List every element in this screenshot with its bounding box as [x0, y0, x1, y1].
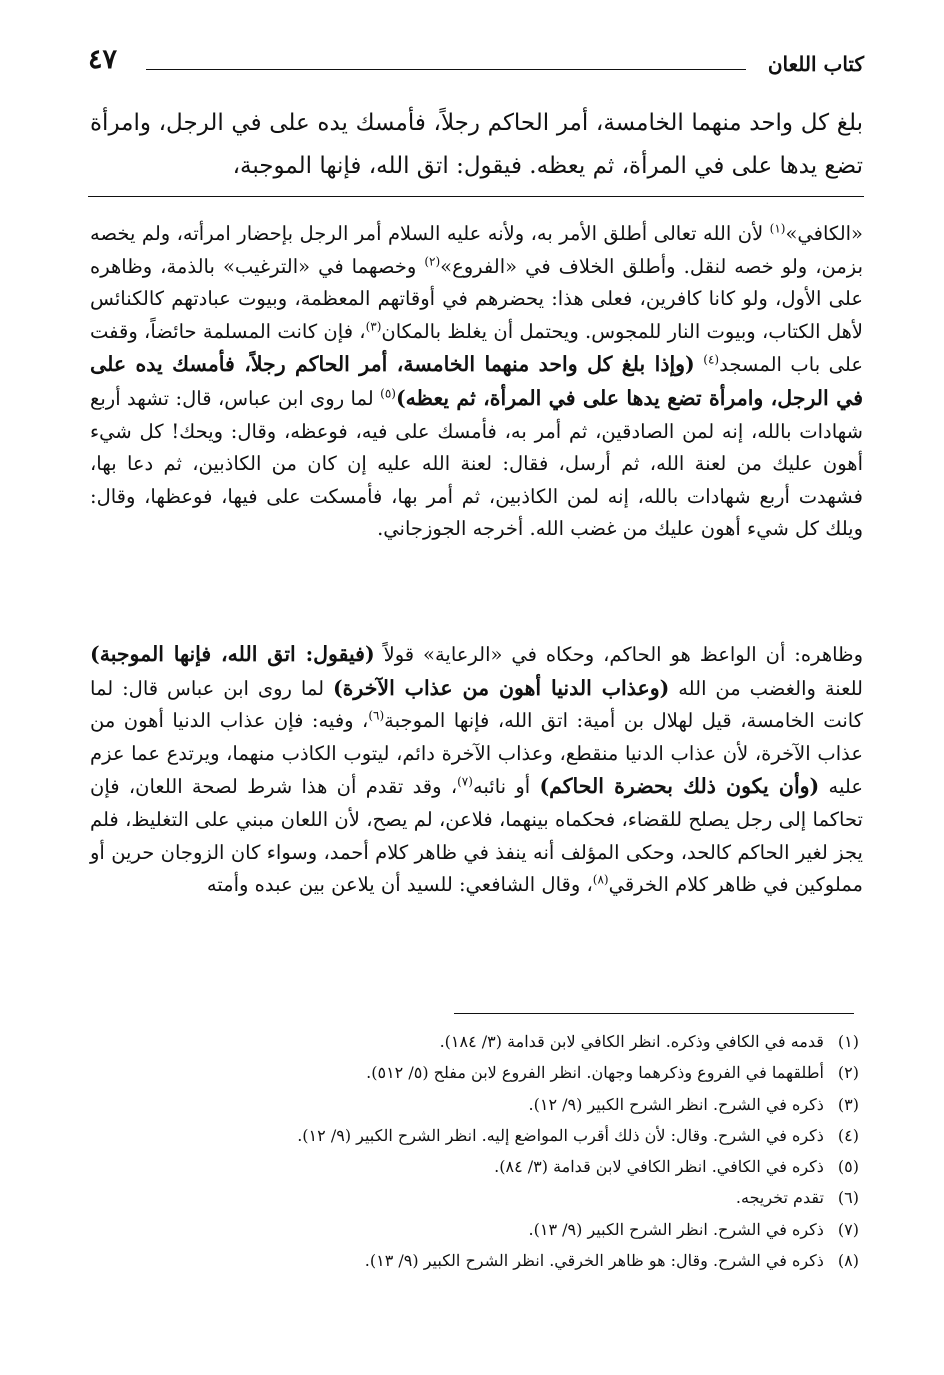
footnote-item	[90, 1089, 859, 1120]
commentary-text: لما روى ابن عباس، قال: تشهد أربع شهادات بالله، إنه لمن الصادقين، ثم أمر به، فأمسك على فيه، فوعظه، وقال: ويحك! كل شيء أهون عليك من لعنة الله، ثم أرسل، فقال: لعنة الله عليه إن كان من الكاذبين، ثم دعا بها، فشهدت أربع شهادات بالله، إنه لمن الكاذبين، ثم أمر بها، فأمسكت على فيها، فوعظها، وقال: ويلك كل شيء أهون عليك من غضب الله. أخرجه الجوزجاني.	[90, 386, 863, 541]
footnote-ref-3: (٣)	[365, 319, 382, 334]
commentary-text: لأن الله تعالى أطلق الأمر به، ولأنه عليه السلام أمر الرجل بإحضار امرأته، ولم يخصه بزمن، ولو خصه لنقل. وأطلق الخلاف في «الفروع»	[90, 222, 863, 278]
footnote-ref-1: (١)	[769, 221, 786, 236]
footnote-text: قدمه في الكافي وذكره. انظر الكافي لابن قدامة (٣/ ١٨٤).	[439, 1032, 824, 1051]
footnote-text: ذكره في الشرح. انظر الشرح الكبير (٩/ ١٢).	[528, 1094, 824, 1114]
section-divider	[88, 196, 864, 197]
footnote-ref-7: (٧)	[457, 774, 473, 789]
footnote-number: (٦)	[837, 1188, 859, 1208]
footnotes-list	[90, 1026, 859, 1276]
footnote-item	[90, 1214, 859, 1245]
footnote-number: (٨)	[837, 1251, 859, 1271]
footnote-item	[90, 1026, 859, 1057]
commentary-text: ، وقال الشافعي: للسيد أن يلاعن بين عبده وأمته	[206, 873, 593, 897]
footnote-number: (٣)	[837, 1094, 859, 1114]
commentary-text: «الكافي»	[785, 222, 863, 245]
footnote-ref-6: (٦)	[368, 708, 385, 723]
footnote-text: ذكره في الشرح. انظر الشرح الكبير (٩/ ١٣).	[528, 1219, 824, 1239]
footnote-number: (٢)	[837, 1063, 859, 1083]
footnote-item	[90, 1151, 859, 1182]
footnote-ref-2: (٢)	[424, 254, 441, 269]
footnote-number: (٤)	[837, 1125, 859, 1145]
footnote-number: (٧)	[837, 1219, 859, 1239]
footnote-item	[90, 1182, 859, 1213]
page-number: ٤٧	[88, 44, 118, 75]
commentary-text: ، وفيه: فإن عذاب الدنيا أهون من عذاب الآخرة، لأن عذاب الدنيا منقطع، وعذاب الآخرة دائم، ليتوب الكاذب منهما، ويرتدع عما عزم عليه	[90, 709, 863, 799]
quoted-matn: (وأن يكون ذلك بحضرة الحاكم)	[539, 774, 820, 799]
running-title: كتاب اللعان	[767, 52, 864, 76]
footnote-item	[90, 1245, 859, 1276]
commentary-paragraph-1	[90, 218, 863, 546]
footnote-number: (٥)	[837, 1157, 859, 1177]
footnote-divider	[454, 1013, 854, 1014]
footnote-text: تقدم تخريجه.	[735, 1188, 824, 1208]
commentary-text: ، فإن كانت المسلمة حائضاً، وقفت على باب المسجد	[90, 319, 863, 377]
footnote-item	[90, 1120, 859, 1151]
footnote-item	[90, 1057, 859, 1088]
footnote-ref-5: (٥)	[380, 386, 396, 401]
commentary-text: لما روى ابن عباس قال: لما كانت الخامسة، قيل لهلال بن أمية: اتق الله، فإنها الموجبة	[90, 676, 863, 733]
commentary-text: أو نائبه	[472, 775, 540, 799]
footnote-number: (١)	[837, 1032, 859, 1051]
quoted-matn: (فيقول: اتق الله، فإنها الموجبة)	[90, 642, 375, 666]
commentary-text: للعنة والغضب من الله	[669, 676, 863, 700]
main-text: بلغ كل واحد منهما الخامسة، أمر الحاكم رجلاً، فأمسك يده على في الرجل، وامرأة تضع يدها على في المرأة، ثم يعظه. فيقول: اتق الله، فإنها الموجبة،	[90, 110, 863, 179]
commentary-text: وظاهره: أن الواعظ هو الحاكم، وحكاه في «الرعاية» قولاً	[374, 643, 863, 666]
commentary-text: ، وقد تقدم أن هذا شرط لصحة اللعان، فإن تحاكما إلى رجل يصلح للقضاء، فحكماه بينهما، فلاعن، لم يصح، لأن اللعان مبني على التغليظ، فلم يجز لغير الحاكم كالحد، وحكى المؤلف أنه ينفذ في ظاهر كلام أحمد، وسواء كان الزوجان حرين أو مملوكين في ظاهر كلام الخرقي	[90, 775, 863, 897]
footnote-text: ذكره في الشرح. وقال: لأن ذلك أقرب المواضع إليه. انظر الشرح الكبير (٩/ ١٢).	[297, 1125, 824, 1145]
quoted-matn: (وإذا بلغ كل واحد منهما الخامسة، أمر الحاكم رجلاً، فأمسك يده على في الرجل، وامرأة تضع يدها على في المرأة، ثم يعظه)	[90, 352, 863, 410]
commentary-text: وخصهما في «الترغيب» بالذمة، وظاهره على الأول، ولو كانا كافرين، فعلى هذا: يحضرهم في أوقاتهم المعظمة، وبيوت عبادتهم كالكنائس لأهل الكتاب، وبيوت النار للمجوس. ويحتمل أن يغلظ بالمكان	[90, 254, 864, 343]
quoted-matn: (وعذاب الدنيا أهون من عذاب الآخرة)	[332, 675, 670, 700]
footnote-text: أطلقهما في الفروع وذكرهما وجهان. انظر الفروع لابن مفلح (٥/ ٥١٢).	[366, 1063, 824, 1083]
page-header	[88, 40, 864, 80]
footnote-ref-8: (٨)	[592, 872, 609, 887]
footnote-ref-4: (٤)	[703, 352, 720, 367]
commentary-paragraph-2	[90, 638, 863, 902]
header-rule	[146, 69, 746, 70]
footnote-text: ذكره في الشرح. وقال: هو ظاهر الخرقي. انظر الشرح الكبير (٩/ ١٣).	[364, 1251, 824, 1271]
footnote-text: ذكره في الكافي. انظر الكافي لابن قدامة (٣/ ٨٤).	[494, 1157, 824, 1177]
